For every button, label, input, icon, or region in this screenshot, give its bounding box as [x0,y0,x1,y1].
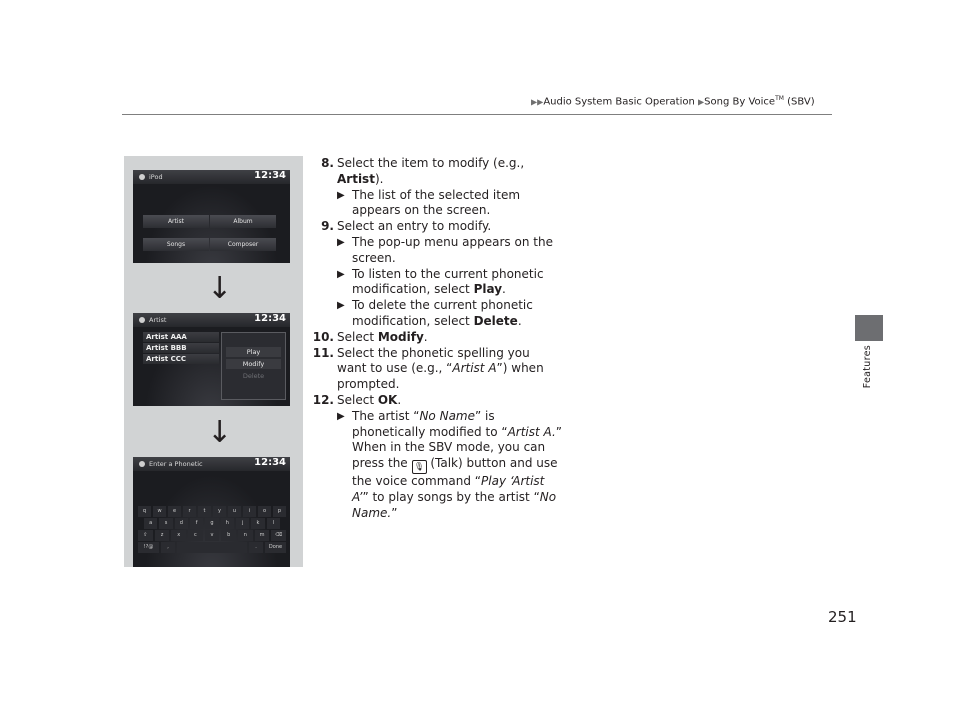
chapter-tab [855,315,883,341]
instruction-steps [312,156,562,522]
result-text: To listen to the current phonetic modification, select [352,266,544,297]
key[interactable]: l [267,518,280,529]
key-row [137,518,287,529]
key[interactable]: i [243,506,256,517]
step-9-play [312,267,562,299]
screen-header [133,457,290,471]
key[interactable]: r [183,506,196,517]
screen-header [133,170,290,184]
key[interactable]: x [171,530,186,541]
home-icon [139,174,145,180]
key[interactable]: m [255,530,270,541]
result-example: No Name [419,408,475,423]
home-icon [139,461,145,467]
step-number: 12. [312,392,334,407]
result-arrow-icon: ▶ [337,410,345,422]
result-example: Play ‘Artist A’ [352,474,545,504]
popup-menu [221,332,286,400]
screen-title: iPod [149,173,163,181]
key[interactable]: f [190,518,203,529]
result-text: (Talk) button and use the voice command “ [352,456,558,489]
step-number: 11. [312,345,334,360]
album-button[interactable]: Album [210,215,276,228]
breadcrumb-topic: Song By Voice [704,96,776,108]
key[interactable]: d [175,518,188,529]
step-8 [312,156,562,188]
list-item[interactable]: Artist CCC [143,354,219,364]
key[interactable]: j [236,518,249,529]
done-key[interactable]: Done [265,542,286,553]
breadcrumb-abbrev: (SBV) [787,96,815,108]
screen-ipod [133,170,290,263]
result-arrow-icon: ▶ [337,268,345,280]
arrow-icon: ▶ [698,97,705,107]
key[interactable]: g [205,518,218,529]
list-item[interactable]: Artist BBB [143,343,219,353]
screen-title: Enter a Phonetic [149,460,203,468]
step-number: 8. [321,156,334,170]
step-9 [312,219,562,235]
key[interactable]: n [238,530,253,541]
step-number: 9. [321,219,334,234]
key[interactable]: z [155,530,170,541]
step-11 [312,346,562,393]
chapter-label: Features [862,345,873,389]
screen-enter-phonetic [133,457,290,567]
key[interactable]: u [228,506,241,517]
result-example: No Name. [352,489,557,520]
key[interactable]: a [144,518,157,529]
key[interactable]: w [153,506,166,517]
step-term: Artist [337,171,375,186]
shift-key[interactable]: ⇧ [138,530,153,541]
period-key[interactable]: . [249,542,263,553]
result-text: To delete the current phonetic modification, select [352,298,533,328]
key-row [137,506,287,517]
key[interactable]: s [159,518,172,529]
step-text: Select the item to modify (e.g., [337,156,525,170]
key[interactable]: h [221,518,234,529]
result-text: The pop-up menu appears on the screen. [352,234,553,265]
backspace-key[interactable]: ⌫ [271,530,286,541]
step-term: OK [377,392,398,407]
screen-artist [133,313,290,406]
key[interactable]: c [188,530,203,541]
step-text: ). [374,171,384,186]
key[interactable]: k [251,518,264,529]
step-text: Select [337,329,378,344]
clock: 12:34 [254,457,286,468]
screen-title: Artist [149,316,167,324]
clock: 12:34 [254,170,286,181]
step-8-result [312,188,562,220]
delete-menu-item[interactable]: Delete [242,372,265,380]
composer-button[interactable]: Composer [210,238,276,251]
result-text: ” [391,505,398,520]
trademark: TM [775,95,784,102]
step-term: Play [473,282,503,297]
result-text: ” to play songs by the artist “ [362,489,540,504]
step-text: Select the phonetic spelling you want to use (e.g., “ [337,345,530,376]
step-9-result [312,235,562,267]
step-text: ”) when prompted. [337,361,544,392]
comma-key[interactable]: , [161,542,175,553]
illustration-panel [124,156,303,567]
step-term: Delete [473,313,518,328]
step-12 [312,393,562,409]
result-text: ” is phonetically modified to “ [352,408,508,439]
result-arrow-icon: ▶ [337,300,345,312]
key[interactable]: q [138,506,151,517]
step-number: 10. [312,329,334,344]
step-text: Select an entry to modify. [337,219,492,234]
key[interactable]: y [213,506,226,517]
result-example: Artist A. [507,424,556,439]
space-key[interactable] [177,542,247,553]
step-term: Modify [377,329,424,344]
page-number: 251 [828,608,857,626]
symbols-key[interactable]: !?@ [138,542,159,553]
step-12-result [312,409,562,522]
talk-button-icon: 🎙 [412,460,427,474]
double-arrow-icon: ▶▶ [531,97,544,107]
clock: 12:34 [254,313,286,324]
breadcrumb [531,95,815,107]
key-row [137,530,287,541]
step-text: . [423,329,428,344]
key[interactable]: t [198,506,211,517]
songs-button[interactable]: Songs [143,238,209,251]
result-text: . [517,313,522,328]
result-text: The artist “ [352,408,420,423]
breadcrumb-section: Audio System Basic Operation [543,96,695,108]
play-menu-item[interactable]: Play [226,347,281,357]
screen-header [133,313,290,327]
step-9-delete [312,298,562,330]
result-arrow-icon: ▶ [337,236,345,248]
result-text: . [502,282,506,297]
key[interactable]: p [273,506,286,517]
modify-menu-item[interactable]: Modify [226,359,281,369]
step-text: Select [337,392,378,407]
artist-button[interactable]: Artist [143,215,209,228]
down-arrow-icon: ↓ [207,415,233,450]
key[interactable]: o [258,506,271,517]
result-text: The list of the selected item appears on the screen. [352,187,521,218]
key[interactable]: b [221,530,236,541]
keyboard [137,506,287,554]
header-rule [122,114,832,115]
key[interactable]: v [205,530,220,541]
result-text: ” When in the SBV mode, you can press the [352,424,562,471]
home-icon [139,317,145,323]
list-item[interactable]: Artist AAA [143,332,219,342]
artist-list [143,332,219,365]
result-arrow-icon: ▶ [337,189,345,201]
key[interactable]: e [168,506,181,517]
category-grid [143,208,281,254]
key-row [137,542,287,553]
step-example: Artist A [452,361,497,376]
step-10 [312,330,562,346]
step-text: . [397,392,402,407]
down-arrow-icon: ↓ [207,271,233,306]
